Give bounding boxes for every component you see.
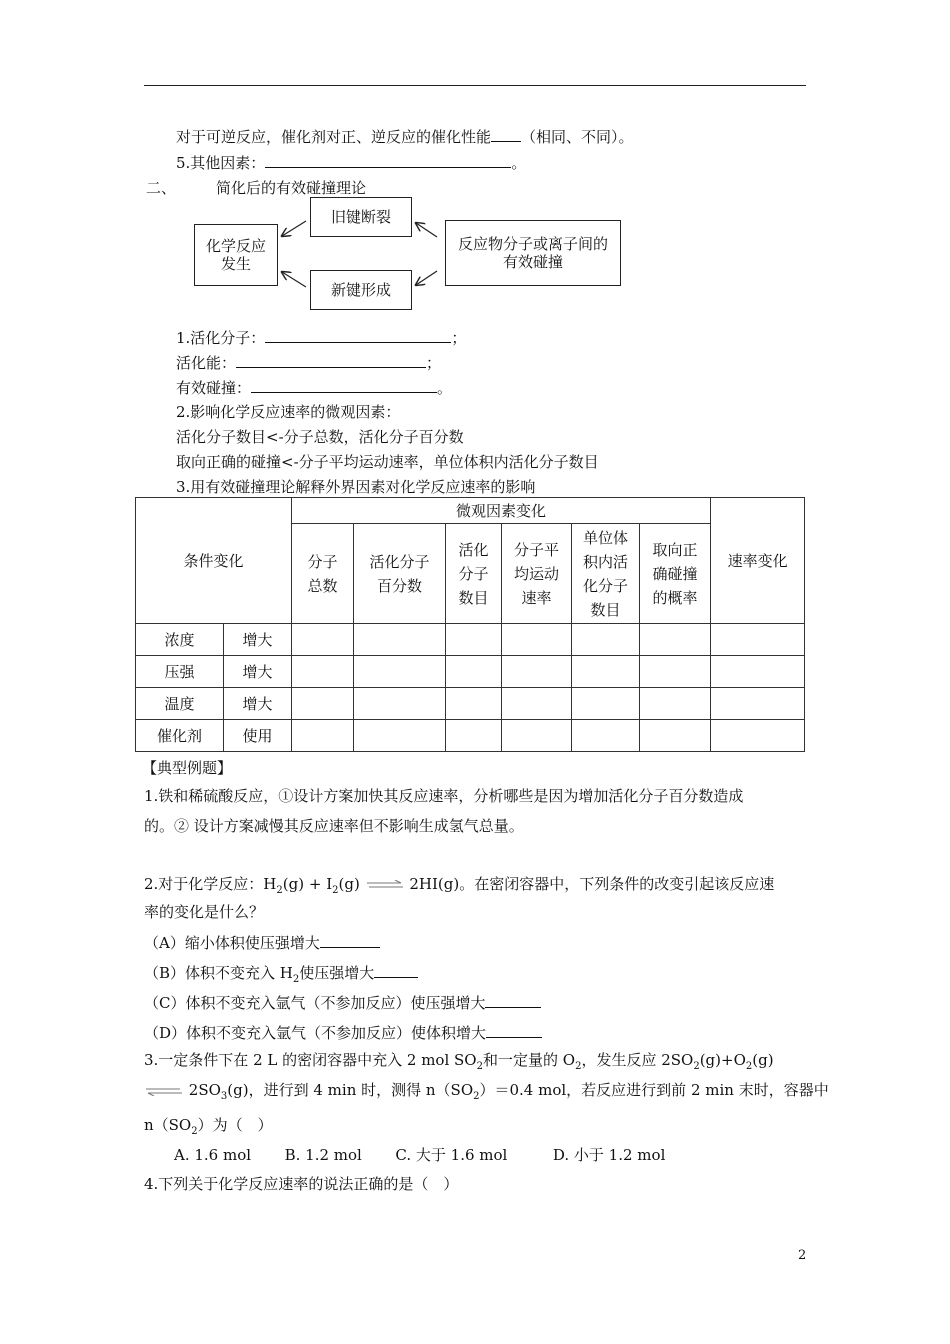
factor-cell: 温度 <box>136 688 224 720</box>
option-blank[interactable] <box>485 992 541 1008</box>
def-activated-molecule <box>176 327 466 348</box>
q3-text: 和一定量的 O <box>482 1051 576 1069</box>
factor-cell: 压强 <box>136 656 224 688</box>
q3-option-c[interactable]: C. 大于 1.6 mol <box>395 1146 508 1164</box>
answer-cell[interactable] <box>711 720 805 752</box>
answer-cell[interactable] <box>640 656 711 688</box>
examples-heading: 【典型例题】 <box>142 759 233 777</box>
q2-line1 <box>144 874 774 894</box>
def-end: ； <box>426 354 442 372</box>
period: 。 <box>511 154 527 172</box>
option-text: （C）体积不变充入氩气（不参加反应）使压强增大 <box>144 994 486 1012</box>
diagram-arrows <box>0 0 950 340</box>
q3-text: 2SO <box>188 1081 221 1099</box>
arrow-form-to-reaction <box>282 272 306 287</box>
answer-cell[interactable] <box>640 688 711 720</box>
change-cell: 增大 <box>224 656 292 688</box>
change-cell: 增大 <box>224 624 292 656</box>
factor-cell: 催化剂 <box>136 720 224 752</box>
option-text: （D）体积不变充入氩气（不参加反应）使体积增大 <box>144 1024 487 1042</box>
subscript: 2 <box>745 1061 753 1072</box>
answer-cell[interactable] <box>572 656 640 688</box>
q3-line1 <box>144 1050 774 1070</box>
q2-text: (g) <box>338 875 360 893</box>
def-label: 有效碰撞： <box>176 379 252 397</box>
subscript: 2 <box>575 1061 582 1072</box>
diagram-label: 化学反应发生 <box>205 237 266 273</box>
answer-cell[interactable] <box>502 688 572 720</box>
answer-cell[interactable] <box>572 688 640 720</box>
answer-cell[interactable] <box>354 688 446 720</box>
change-cell: 增大 <box>224 688 292 720</box>
def-activation-energy <box>176 352 441 373</box>
q1-line2: 的。② 设计方案减慢其反应速率但不影响生成氢气总量。 <box>144 817 524 835</box>
q3-option-a[interactable]: A. 1.6 mol <box>174 1146 252 1164</box>
answer-cell[interactable] <box>572 624 640 656</box>
q3-text: n（SO <box>144 1116 192 1134</box>
subheader-activated-count: 活化分子数目 <box>446 524 502 624</box>
header-condition: 条件变化 <box>136 498 292 624</box>
answer-cell[interactable] <box>502 624 572 656</box>
q3-line2 <box>144 1080 829 1100</box>
answer-cell[interactable] <box>354 624 446 656</box>
answer-cell[interactable] <box>711 624 805 656</box>
answer-cell[interactable] <box>354 656 446 688</box>
answer-cell[interactable] <box>711 688 805 720</box>
def-blank[interactable] <box>251 377 437 393</box>
table-row <box>136 624 805 656</box>
option-text: （A）缩小体积使压强增大 <box>144 934 320 952</box>
answer-cell[interactable] <box>292 720 354 752</box>
answer-cell[interactable] <box>502 656 572 688</box>
answer-cell[interactable] <box>292 688 354 720</box>
option-blank[interactable] <box>374 962 418 978</box>
subscript: 2 <box>476 1061 483 1072</box>
option-blank[interactable] <box>320 932 380 948</box>
equilibrium-arrow-icon <box>365 880 405 890</box>
catalyst-options: （相同、不同）。 <box>521 128 634 146</box>
factor-cell: 浓度 <box>136 624 224 656</box>
micro-factors-title: 2.影响化学反应速率的微观因素： <box>176 403 401 421</box>
diagram-label: 旧键断裂 <box>330 208 391 226</box>
subscript: 2 <box>292 974 300 985</box>
q1-line1: 1.铁和稀硫酸反应，①设计方案加快其反应速率，分析哪些是因为增加活化分子百分数造成 <box>144 787 744 805</box>
answer-cell[interactable] <box>354 720 446 752</box>
page-number: 2 <box>798 1248 807 1263</box>
answer-cell[interactable] <box>292 624 354 656</box>
q3-text: (g) <box>752 1051 774 1069</box>
option-blank[interactable] <box>486 1022 542 1038</box>
q3-text: (g)，进行到 4 min 时，测得 n（SO <box>227 1081 474 1099</box>
table-row <box>136 688 805 720</box>
section-title: 简化后的有效碰撞理论 <box>216 179 367 197</box>
micro-factor-1: 活化分子数目<-分子总数，活化分子百分数 <box>176 428 464 446</box>
subheader-activated-percent: 活化分子百分数 <box>354 524 446 624</box>
subscript: 2 <box>473 1091 480 1102</box>
subheader-avg-speed: 分子平均运动速率 <box>502 524 572 624</box>
def-blank[interactable] <box>265 327 451 343</box>
conditions-table <box>135 497 805 752</box>
table-row <box>136 720 805 752</box>
q3-options <box>174 1145 665 1165</box>
answer-cell[interactable] <box>711 656 805 688</box>
option-text: （B）体积不变充入 H <box>144 964 293 982</box>
other-factors-label: 5.其他因素： <box>176 154 266 172</box>
section-number: 二、 <box>146 179 177 197</box>
answer-cell[interactable] <box>292 656 354 688</box>
q2-option-d <box>144 1022 542 1043</box>
header-rate: 速率变化 <box>711 498 805 624</box>
table-row <box>136 656 805 688</box>
answer-cell[interactable] <box>446 688 502 720</box>
q3-text: (g)+O <box>699 1051 746 1069</box>
subscript: 2 <box>276 885 283 896</box>
subscript: 2 <box>332 885 339 896</box>
q2-option-a <box>144 932 380 953</box>
q2-text: 2.对于化学反应：H <box>144 875 277 893</box>
q3-line3 <box>144 1115 273 1135</box>
q2-text: (g) + I <box>282 875 333 893</box>
answer-cell[interactable] <box>502 720 572 752</box>
catalyst-text: 对于可逆反应，催化剂对正、逆反应的催化性能 <box>176 128 492 146</box>
answer-cell[interactable] <box>572 720 640 752</box>
q2-line2: 率的变化是什么？ <box>144 903 265 921</box>
def-label: 1.活化分子： <box>176 329 266 347</box>
q3-text: ，发生反应 2SO <box>581 1051 694 1069</box>
table-title: 3.用有效碰撞理论解释外界因素对化学反应速率的影响 <box>176 478 536 496</box>
header-micro: 微观因素变化 <box>292 498 711 524</box>
subscript: 2 <box>693 1061 700 1072</box>
micro-factor-2: 取向正确的碰撞<-分子平均运动速率，单位体积内活化分子数目 <box>176 453 599 471</box>
option-text: 使压强增大 <box>299 964 375 982</box>
subscript: 3 <box>220 1091 228 1102</box>
subheader-orientation-probability: 取向正确碰撞的概率 <box>640 524 711 624</box>
def-end: ； <box>451 329 467 347</box>
answer-cell[interactable] <box>640 720 711 752</box>
answer-cell[interactable] <box>446 656 502 688</box>
arrow-collision-to-form <box>416 271 437 285</box>
arrow-break-to-reaction <box>282 221 306 236</box>
change-cell: 使用 <box>224 720 292 752</box>
equilibrium-arrow-icon <box>144 1086 184 1096</box>
q2-option-c <box>144 992 541 1013</box>
answer-cell[interactable] <box>446 624 502 656</box>
subheader-total-molecules: 分子总数 <box>292 524 354 624</box>
def-label: 活化能： <box>176 354 237 372</box>
q3-option-d[interactable]: D. 小于 1.2 mol <box>552 1146 666 1164</box>
q2-text: 2HI(g)。在密闭容器中，下列条件的改变引起该反应速 <box>409 875 775 893</box>
diagram-label: 新键形成 <box>330 281 391 299</box>
q3-text: ）为（ ） <box>197 1116 273 1134</box>
diagram-label: 反应物分子或离子间的有效碰撞 <box>457 235 608 271</box>
subscript: 2 <box>191 1126 198 1137</box>
q3-text: 3.一定条件下在 2 L 的密闭容器中充入 2 mol SO <box>144 1051 477 1069</box>
subheader-activated-per-volume: 单位体积内活化分子数目 <box>572 524 640 624</box>
q2-option-b <box>144 962 418 983</box>
def-effective-collision <box>176 377 452 398</box>
q4-line: 4.下列关于化学反应速率的说法正确的是（ ） <box>144 1175 459 1193</box>
answer-cell[interactable] <box>640 624 711 656</box>
def-blank[interactable] <box>236 352 426 368</box>
arrow-collision-to-break <box>416 223 437 237</box>
q3-option-b[interactable]: B. 1.2 mol <box>284 1146 362 1164</box>
def-end: 。 <box>437 379 453 397</box>
q3-text: ）＝0.4 mol，若反应进行到前 2 min 末时，容器中 <box>479 1081 829 1099</box>
answer-cell[interactable] <box>446 720 502 752</box>
